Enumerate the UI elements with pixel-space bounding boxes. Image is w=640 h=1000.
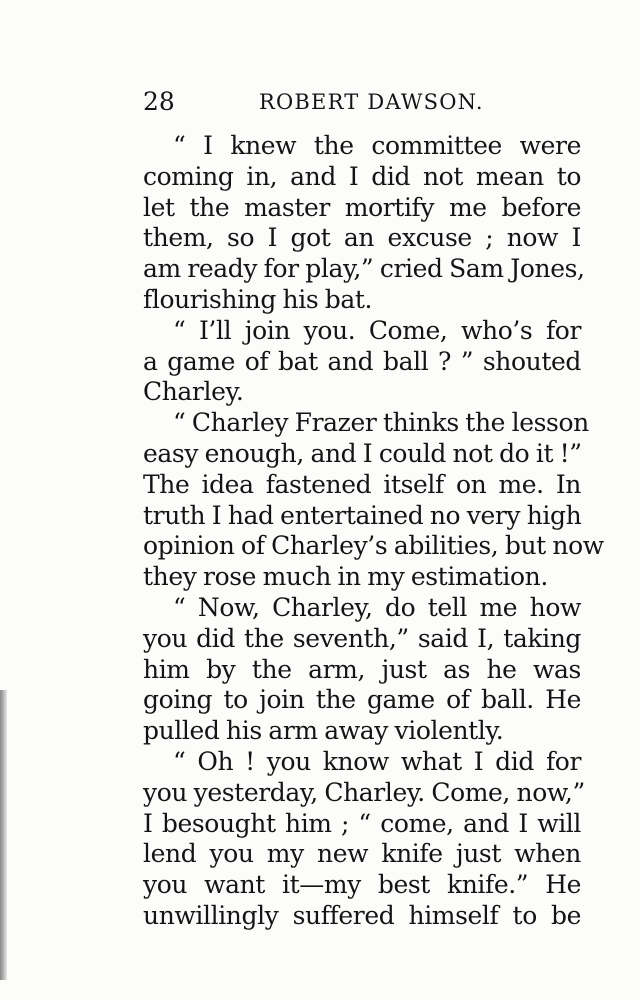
text-line: a game of bat and ball ? ” shouted	[143, 346, 581, 376]
running-title: ROBERT DAWSON.	[259, 90, 484, 114]
text-line: “ I’ll join you. Come, who’s for	[173, 315, 581, 345]
page-header	[143, 85, 583, 119]
text-line: “ Now, Charley, do tell me how	[173, 592, 581, 622]
text-line: I besought him ; “ come, and I will	[143, 808, 581, 838]
text-line: them, so I got an excuse ; now I	[143, 223, 581, 253]
text-line: pulled his arm away violently.	[143, 716, 504, 746]
text-line: flourishing his bat.	[143, 284, 373, 314]
text-line: they rose much in my estimation.	[143, 562, 548, 592]
text-line: unwillingly suffered himself to be	[143, 900, 581, 930]
text-line: “ Charley Frazer thinks the lesson	[173, 408, 589, 438]
body-text	[143, 131, 604, 932]
text-line: opinion of Charley’s abilities, but now	[143, 531, 604, 561]
text-line: Charley.	[143, 377, 244, 407]
text-line: am ready for play,” cried Sam Jones,	[143, 254, 585, 284]
page-binding-shadow	[0, 690, 7, 980]
text-line: lend you my new knife just when	[143, 839, 581, 869]
text-line: you yesterday, Charley. Come, now,”	[143, 777, 585, 807]
text-line: easy enough, and I could not do it !”	[143, 438, 582, 468]
text-line: The idea fastened itself on me. In	[143, 469, 581, 499]
text-line: him by the arm, just as he was	[143, 654, 581, 684]
page-number: 28	[143, 87, 175, 116]
text-line: “ I knew the committee were	[173, 131, 581, 160]
text-line: coming in, and I did not mean to	[143, 161, 581, 191]
text-line: “ Oh ! you know what I did for	[173, 746, 581, 776]
text-line: going to join the game of ball. He	[143, 685, 581, 715]
text-line: let the master mortify me before	[143, 192, 581, 222]
text-line: you did the seventh,” said I, taking	[143, 623, 581, 653]
text-line: truth I had entertained no very high	[143, 500, 582, 530]
text-line: you want it—my best knife.” He	[143, 870, 581, 900]
